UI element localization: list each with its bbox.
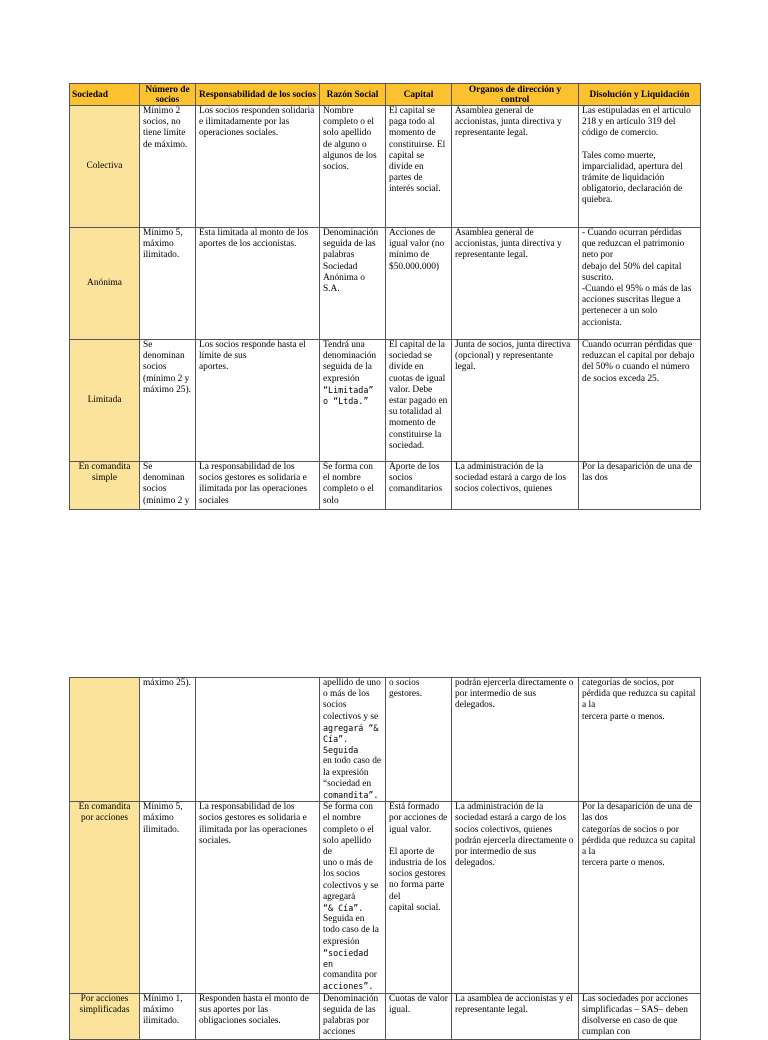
cell-responsabilidad bbox=[196, 678, 320, 802]
disolucion-text-1: categorías de socios, por pérdida que reduzca su capital a la bbox=[582, 678, 696, 711]
header-responsabilidad: Responsabilidad de los socios bbox=[196, 84, 320, 106]
header-organos: Organos de dirección y control bbox=[452, 84, 579, 106]
cell-socios: Se denominan socios (mínimo 2 y bbox=[140, 462, 196, 510]
disolucion-text-2: debajo del 50% del capital suscrito. bbox=[582, 261, 682, 283]
cell-responsabilidad bbox=[196, 340, 320, 462]
table-row-sas bbox=[70, 993, 701, 1039]
disolucion-text-3: -Cuando el 95% o más de las acciones suscritas llegue a bbox=[582, 284, 692, 306]
cell-capital: Acciones de igual valor (no mínimo de $50.000.000) bbox=[386, 228, 452, 340]
responsabilidad-text-2: aportes. bbox=[199, 362, 229, 373]
cell-organos: Asamblea general de accionistas, junta directiva y representante legal. bbox=[452, 106, 579, 228]
cell-organos: podrán ejercerla directamente o por intermedio de sus delegados. bbox=[452, 678, 579, 802]
capital-text-3: capital social. bbox=[389, 902, 441, 913]
row-name-limitada: Limitada bbox=[70, 340, 140, 462]
capital-text-2: El aporte de industria de los socios gestores no forma parte del bbox=[389, 846, 447, 902]
cell-razon-social: Nombre completo o el solo apellido de alguno o algunos de los socios. bbox=[320, 106, 386, 228]
table-row-comandita-simple-cont bbox=[70, 678, 701, 802]
cell-socios: máximo 25). bbox=[140, 678, 196, 802]
cell-razon-social bbox=[320, 678, 386, 802]
razon-text-2: “Limitada” o “Ltda.” bbox=[323, 384, 374, 407]
cell-socios: Mínimo 1, máximo ilimitado. bbox=[140, 993, 196, 1039]
row-name-sas: Por acciones simplificadas bbox=[70, 993, 140, 1039]
table-row-anonima bbox=[70, 228, 701, 340]
header-capital: Capital bbox=[386, 84, 452, 106]
header-sociedad: Sociedad bbox=[70, 84, 140, 106]
companies-table-page-1 bbox=[69, 83, 701, 510]
razon-text-3: “& Cía”. bbox=[323, 903, 364, 914]
cell-organos: La administración de la sociedad estará a cargo de los socios colectivos, quienes podrán ejercerla directamente o por intermedio de sus delegados. bbox=[452, 802, 579, 993]
cell-razon-social bbox=[320, 802, 386, 993]
companies-table-page-2 bbox=[69, 677, 701, 1040]
razon-text-4: comandita”. bbox=[323, 790, 379, 801]
disolucion-text-2: categorías de socios o por pérdida que reduzca su capital a la bbox=[582, 824, 696, 858]
cell-razon-social bbox=[320, 340, 386, 462]
cell-socios: Mínimo 5, máximo ilimitado. bbox=[140, 802, 196, 993]
disolucion-text-1: Las estipuladas en el artículo 218 y en artículo 319 del código de comercio. bbox=[582, 106, 691, 139]
cell-capital: Cuotas de valor igual. bbox=[386, 993, 452, 1039]
cell-disolucion bbox=[579, 802, 701, 993]
razon-text-4: Seguida en todo caso de la expresión bbox=[323, 914, 379, 947]
responsabilidad-text-1: Los socios responde hasta el límite de sus bbox=[199, 340, 306, 362]
capital-text-1: Está formado por acciones de igual valor. bbox=[389, 802, 448, 835]
cell-capital bbox=[386, 802, 452, 993]
cell-responsabilidad: Los socios responden solidaria e ilimitadamente por las operaciones sociales. bbox=[196, 106, 320, 228]
table-row-comandita-simple bbox=[70, 462, 701, 510]
disolucion-text-3: tercera parte o menos. bbox=[582, 858, 665, 869]
cell-disolucion: Las sociedades por acciones simplificadas – SAS– deben disolverse en caso de que cumplan con bbox=[579, 993, 701, 1039]
razon-text-3: en todo caso de la expresión “sociedad en bbox=[323, 756, 382, 789]
header-row bbox=[70, 84, 701, 106]
row-name-colectiva: Colectiva bbox=[70, 106, 140, 228]
table-row-limitada bbox=[70, 340, 701, 462]
cell-organos: Junta de socios, junta directiva (opcional) y representante legal. bbox=[452, 340, 579, 462]
razon-text-6: comandita por bbox=[323, 970, 377, 981]
disolucion-text-2: Tales como muerte, imparcialidad, apertura del trámite de liquidación obligatorio, declaración de quiebra. bbox=[582, 150, 683, 206]
row-name-comandita-acciones: En comandita por acciones bbox=[70, 802, 140, 993]
razon-text-1: apellido de uno o más de los socios colectivos y se bbox=[323, 678, 381, 722]
cell-disolucion bbox=[579, 678, 701, 802]
cell-socios: Mínimo 2 socios, no tiene límite de máximo. bbox=[140, 106, 196, 228]
cell-disolucion bbox=[579, 106, 701, 228]
table-row-comandita-acciones bbox=[70, 802, 701, 993]
cell-organos: La asamblea de accionistas y el representante legal. bbox=[452, 993, 579, 1039]
disolucion-text-4: pertenecer a un solo accionista. bbox=[582, 306, 658, 328]
table-row-colectiva bbox=[70, 106, 701, 228]
disolucion-text-2: tercera parte o menos. bbox=[582, 711, 665, 722]
cell-disolucion: Por la desaparición de una de las dos bbox=[579, 462, 701, 510]
cell-responsabilidad: Esta limitada al monto de los aportes de los accionistas. bbox=[196, 228, 320, 340]
row-name-empty bbox=[70, 678, 140, 802]
cell-capital: El capital de la sociedad se divide en cuotas de igual valor. Debe estar pagado en su totalidad al momento de constituirse la sociedad. bbox=[386, 340, 452, 462]
cell-socios: Mínimo 5, máximo ilimitado. bbox=[140, 228, 196, 340]
razon-text-1: Se forma con el nombre completo o el solo apellido de bbox=[323, 802, 375, 858]
razon-text-5: “sociedad en bbox=[323, 947, 369, 970]
disolucion-text-1: - Cuando ocurran pérdidas que reduzcan el patrimonio neto por bbox=[582, 228, 685, 261]
cell-socios: Se denominan socios (mínimo 2 y máximo 25). bbox=[140, 340, 196, 462]
razon-text-2: agregará “& Cía”. Seguida bbox=[323, 722, 379, 756]
header-razon-social: Razón Social bbox=[320, 84, 386, 106]
cell-razon-social: Denominación seguida de las palabras Sociedad Anónima o S.A. bbox=[320, 228, 386, 340]
razon-text-7: acciones”. bbox=[323, 981, 374, 992]
cell-responsabilidad: Responden hasta el monto de sus aportes por las obligaciones sociales. bbox=[196, 993, 320, 1039]
header-numero-socios: Número de socios bbox=[140, 84, 196, 106]
cell-organos: Asamblea general de accionistas, junta directiva y representante legal. bbox=[452, 228, 579, 340]
cell-capital: El capital se paga todo al momento de constituirse. El capital se divide en partes de interés social. bbox=[386, 106, 452, 228]
cell-responsabilidad: La responsabilidad de los socios gestores es solidaria e ilimitada por las operaciones sociales bbox=[196, 462, 320, 510]
cell-responsabilidad: La responsabilidad de los socios gestores es solidaria e ilimitada por las operaciones sociales. bbox=[196, 802, 320, 993]
cell-capital: Aporte de los socios comanditarios bbox=[386, 462, 452, 510]
cell-disolucion bbox=[579, 228, 701, 340]
cell-razon-social: Se forma con el nombre completo o el solo bbox=[320, 462, 386, 510]
razon-text-2: uno o más de los socios colectivos y se agregará bbox=[323, 858, 379, 902]
razon-text-1: Tendrá una denominación seguida de la expresión bbox=[323, 340, 377, 384]
header-disolucion: Disolución y Liquidación bbox=[579, 84, 701, 106]
cell-organos: La administración de la sociedad estará a cargo de los socios colectivos, quienes bbox=[452, 462, 579, 510]
row-name-anonima: Anónima bbox=[70, 228, 140, 340]
cell-razon-social: Denominación seguida de las palabras por acciones bbox=[320, 993, 386, 1039]
cell-disolucion: Cuando ocurran pérdidas que reduzcan el capital por debajo del 50% o cuando el número de socios exceda 25. bbox=[579, 340, 701, 462]
disolucion-text-1: Por la desaparición de una de las dos bbox=[582, 802, 693, 824]
cell-capital: o socios gestores. bbox=[386, 678, 452, 802]
row-name-comandita-simple: En comandita simple bbox=[70, 462, 140, 510]
